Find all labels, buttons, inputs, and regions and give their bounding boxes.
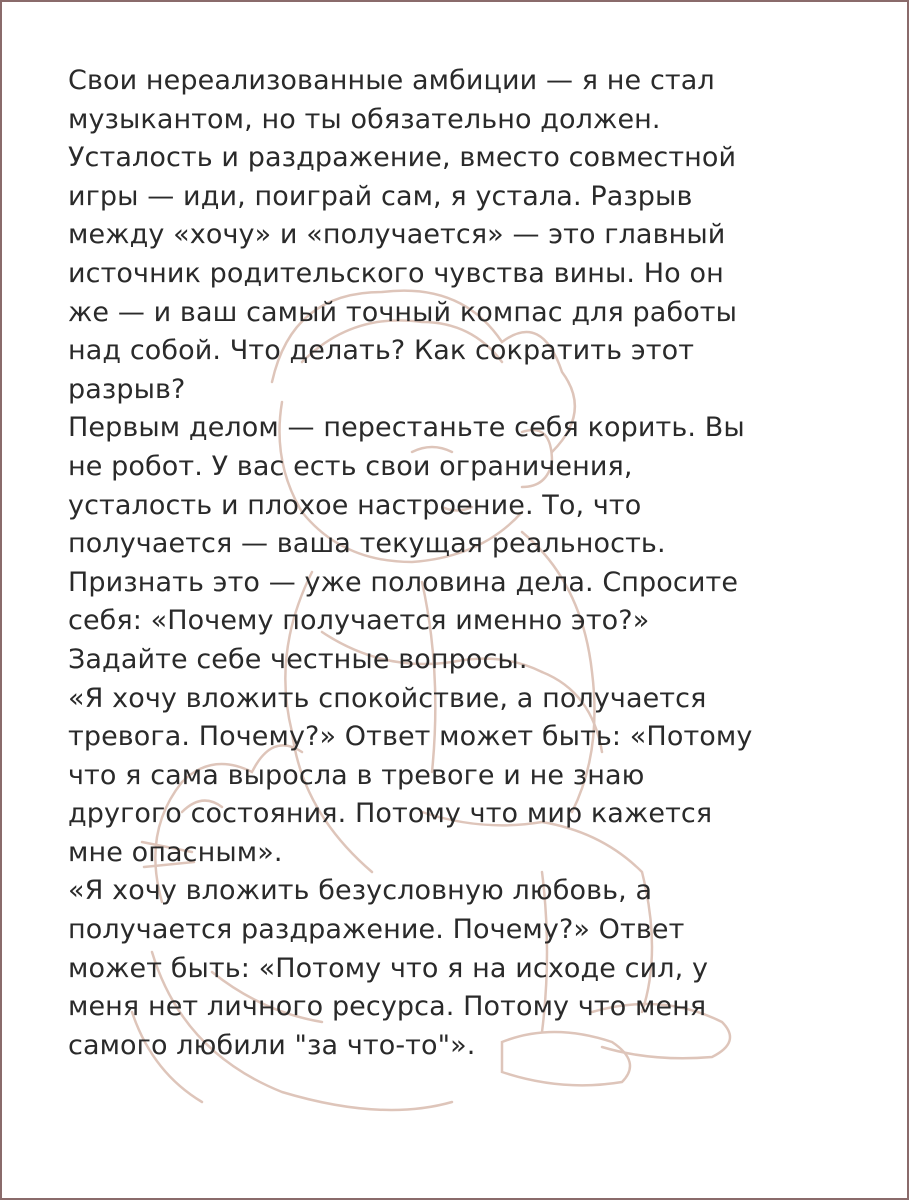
paragraph-1: Свои нереализованные амбиции — я не стал музыкантом, но ты обязательно должен. Усталость и раздражение, вместо совместной игры — иди, поиграй сам, я устала. Разрыв между «хочу» и «получается» — это главный источник родительского чувства вины. Но он же — и ваш самый точный компас для работы над собой. Что делать? Как сократить этот разрыв? — [68, 65, 738, 405]
paragraph-4: «Я хочу вложить спокойствие, а получается тревога. Почему?» Ответ может быть: «Потому что я сама выросла в тревоге и не знаю другого состояния. Потому что мир кажется мне опасным». — [68, 682, 753, 868]
body-text — [68, 62, 888, 1065]
paragraph-2: Первым делом — перестаньте себя корить. Вы не робот. У вас есть свои ограничения, усталость и плохое настроение. То, что получается — ваша текущая реальность. Признать это — уже половина дела. Спросите себя: «Почему получается именно это?» — [68, 412, 745, 637]
paragraph-3: Задайте себе честные вопросы. — [68, 643, 528, 675]
paragraph-5: «Я хочу вложить безусловную любовь, а получается раздражение. Почему?» Ответ может быть: «Потому что я на исходе сил, у меня нет личного ресурса. Потому что меня самого любили "за что-то"». — [68, 875, 709, 1061]
